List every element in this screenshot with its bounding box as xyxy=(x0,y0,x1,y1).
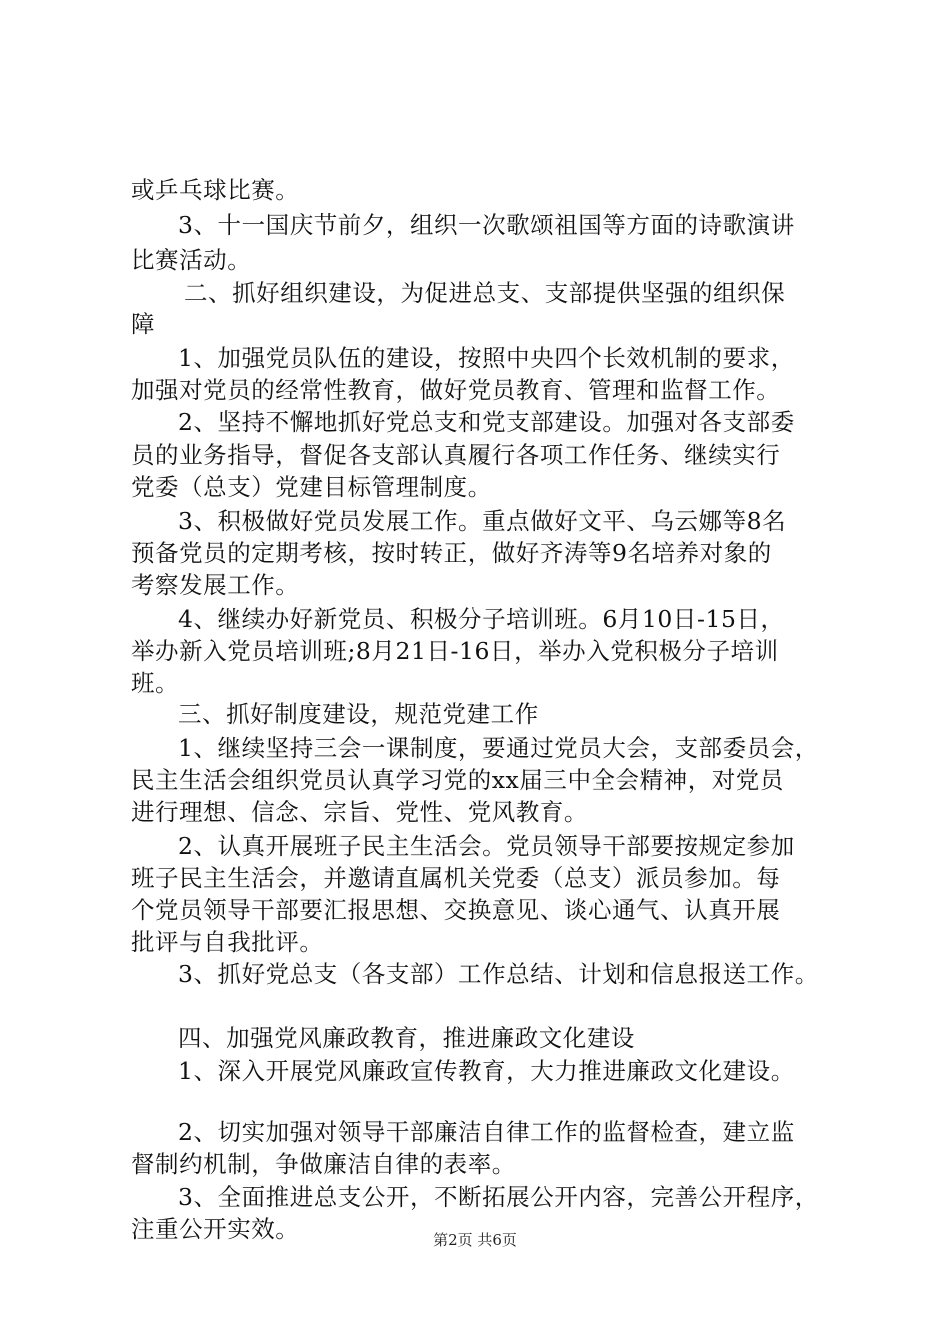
text-line: 1、加强党员队伍的建设，按照中央四个长效机制的要求， xyxy=(178,344,795,372)
text-line: 2、切实加强对领导干部廉洁自律工作的监督检查，建立监 xyxy=(178,1118,795,1146)
text-line: 班。 xyxy=(131,669,180,697)
text-line: 进行理想、信念、宗旨、党性、党风教育。 xyxy=(131,798,588,826)
text-line: 或乒乓球比赛。 xyxy=(131,176,300,204)
text-line: 2、坚持不懈地抓好党总支和党支部建设。加强对各支部委 xyxy=(178,408,795,436)
text-line: 3、十一国庆节前夕，组织一次歌颂祖国等方面的诗歌演讲 xyxy=(178,211,795,239)
text-line: 注重公开实效。 xyxy=(131,1215,300,1243)
text-line: 加强对党员的经常性教育，做好党员教育、管理和监督工作。 xyxy=(131,376,781,404)
page-footer: 第2页 共6页 xyxy=(433,1231,517,1249)
text-line: 3、积极做好党员发展工作。重点做好文平、乌云娜等8名 xyxy=(178,507,787,535)
text-line: 4、继续办好新党员、积极分子培训班。6月10日-15日， xyxy=(178,605,785,633)
section-heading: 三、抓好制度建设，规范党建工作 xyxy=(178,700,539,728)
section-heading: 四、加强党风廉政教育，推进廉政文化建设 xyxy=(178,1024,635,1052)
text-line: 预备党员的定期考核，按时转正，做好齐涛等9名培养对象的 xyxy=(131,539,772,567)
text-line: 1、继续坚持三会一课制度，要通过党员大会，支部委员会， xyxy=(178,734,819,762)
section-heading: 二、抓好组织建设，为促进总支、支部提供坚强的组织保 xyxy=(184,279,786,307)
text-line: 1、深入开展党风廉政宣传教育，大力推进廉政文化建设。 xyxy=(178,1057,795,1085)
section-heading: 障 xyxy=(131,310,156,338)
text-line: 考察发展工作。 xyxy=(131,571,300,599)
text-line: 党委（总支）党建目标管理制度。 xyxy=(131,473,492,501)
text-line: 督制约机制，争做廉洁自律的表率。 xyxy=(131,1150,516,1178)
text-line: 员的业务指导，督促各支部认真履行各项工作任务、继续实行 xyxy=(131,441,781,469)
text-line: 2、认真开展班子民主生活会。党员领导干部要按规定参加 xyxy=(178,832,795,860)
text-line: 3、全面推进总支公开，不断拓展公开内容，完善公开程序， xyxy=(178,1183,819,1211)
text-line: 3、抓好党总支（各支部）工作总结、计划和信息报送工作。 xyxy=(178,960,819,988)
text-line: 民主生活会组织党员认真学习党的xx届三中全会精神，对党员 xyxy=(131,766,784,794)
text-line: 批评与自我批评。 xyxy=(131,928,324,956)
text-line: 个党员领导干部要汇报思想、交换意见、谈心通气、认真开展 xyxy=(131,896,781,924)
text-line: 班子民主生活会，并邀请直属机关党委（总支）派员参加。每 xyxy=(131,864,781,892)
text-line: 举办新入党员培训班;8月21日-16日，举办入党积极分子培训 xyxy=(131,637,779,665)
text-line: 比赛活动。 xyxy=(131,246,252,274)
